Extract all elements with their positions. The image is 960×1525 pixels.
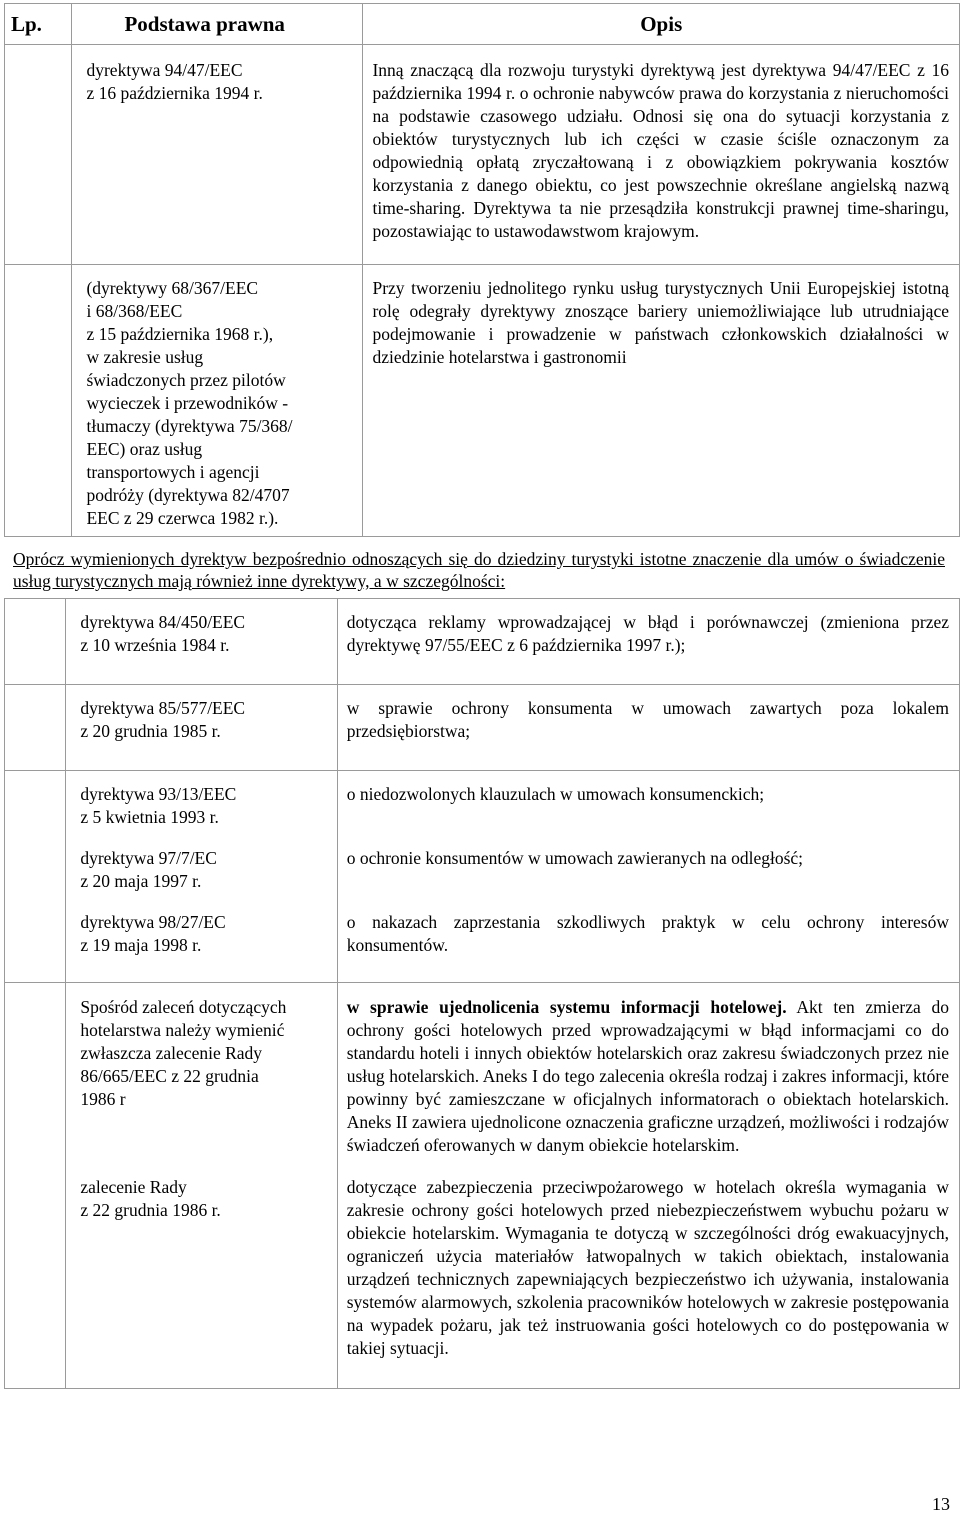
lp-cell xyxy=(5,599,66,685)
podstawa-line: dyrektywa 84/450/EEC xyxy=(80,612,246,632)
podstawa-line: z 16 października 1994 r. xyxy=(86,83,263,103)
podstawa-cell xyxy=(72,265,363,537)
opis-cell xyxy=(337,599,959,685)
opis-rest: Akt ten zmierza do ochrony gości hotelowych przed wprowadzającymi w błąd informacjami co do standardu hoteli i innych obiektów hotelarskich oraz zakresu świadczonych przez nie usług hotelarskich. Aneks I do tego zalecenia określa rodzaj i zakres informacji, które powinny być zamieszczane w oficjalnych informatorach o obiektach hotelarskich. Aneks II zawiera ujednolicone oznaczenia graficzne urządzeń, możliwości i rodzajów świadczeń oferowanych w danym obiekcie hotelarskim. xyxy=(346,997,949,1155)
podstawa-line: transportowych i agencji xyxy=(86,462,260,482)
podstawa-line: z 10 września 1984 r. xyxy=(80,635,230,655)
podstawa-block xyxy=(80,847,326,897)
page-number: 13 xyxy=(932,1494,950,1514)
podstawa-cell xyxy=(72,45,363,265)
podstawa-line: w zakresie usług xyxy=(86,347,204,367)
opis-text xyxy=(347,996,949,1168)
podstawa-line: z 15 października 1968 r.), xyxy=(86,324,274,344)
podstawa-line: z 20 grudnia 1985 r. xyxy=(80,721,221,741)
podstawa-line: EEC z 29 czerwca 1982 r.). xyxy=(86,508,279,528)
opis-text: w sprawie ochrony konsumenta w umowach zawartych poza lokalem przedsiębiorstwa; xyxy=(346,698,949,741)
opis-cell xyxy=(363,265,960,537)
podstawa-line: hotelarstwa należy wymienić xyxy=(80,1020,285,1040)
podstawa-line: dyrektywa 98/27/EC xyxy=(80,912,226,932)
podstawa-block xyxy=(80,911,326,957)
lp-cell xyxy=(5,265,72,537)
opis-cell xyxy=(363,45,960,265)
directives-table-1 xyxy=(4,3,960,537)
lp-cell xyxy=(5,45,72,265)
podstawa-line: z 19 maja 1998 r. xyxy=(80,935,202,955)
podstawa-block xyxy=(80,783,326,833)
podstawa-line: dyrektywa 93/13/EEC xyxy=(80,784,237,804)
podstawa-line: z 20 maja 1997 r. xyxy=(80,871,202,891)
header-lp: Lp. xyxy=(5,4,72,45)
podstawa-line: zwłaszcza zalecenie Rady xyxy=(80,1043,263,1063)
podstawa-block xyxy=(80,1176,326,1222)
directives-table-2 xyxy=(4,598,960,1389)
podstawa-line: wycieczek i przewodników - xyxy=(86,393,289,413)
table-row xyxy=(5,685,960,771)
podstawa-cell xyxy=(66,771,337,983)
opis-text: dotyczące zabezpieczenia przeciwpożarowego w hotelach określa wymagania w zakresie ochrony gości hotelowych przed niebezpieczeństwem wybuchu pożaru w obiekcie hotelarskim. Wymagania te dotyczą w szczególności dróg ewakuacyjnych, ograniczeń użycia materiałów łatwopalnych w takich obiektach, instalowania urządzeń technicznych zapewniających bezpieczeństwo ich używania, instalowania systemów alarmowych, szkolenia pracowników hotelowych w zakresie postępowania na wypadek pożaru, jak też instruowania gości hotelowych co do postępowania w takiej sytuacji. xyxy=(346,1177,949,1358)
podstawa-line: z 5 kwietnia 1993 r. xyxy=(80,807,219,827)
opis-text: o nakazach zaprzestania szkodliwych praktyk w celu ochrony interesów konsumentów. xyxy=(346,912,949,955)
podstawa-cell xyxy=(66,599,337,685)
opis-cell xyxy=(337,771,959,983)
podstawa-line: zalecenie Rady xyxy=(80,1177,187,1197)
table-row xyxy=(5,983,960,1389)
lp-cell xyxy=(5,771,66,983)
podstawa-line: (dyrektywy 68/367/EEC xyxy=(86,278,259,298)
opis-text: o ochronie konsumentów w umowach zawieranych na odległość; xyxy=(346,848,804,868)
opis-text: dotycząca reklamy wprowadzającej w błąd i porównawczej (zmieniona przez dyrektywę 97/55/EEC z 6 października 1997 r.); xyxy=(346,612,949,655)
table-row xyxy=(5,45,960,265)
lp-cell xyxy=(5,983,66,1389)
podstawa-line: Spośród zaleceń dotyczących xyxy=(80,997,287,1017)
podstawa-cell xyxy=(66,685,337,771)
podstawa-line: dyrektywa 97/7/EC xyxy=(80,848,217,868)
podstawa-line: z 22 grudnia 1986 r. xyxy=(80,1200,221,1220)
opis-cell xyxy=(337,983,959,1389)
podstawa-line: 86/665/EEC z 22 grudnia xyxy=(80,1066,259,1086)
opis-text: o niedozwolonych klauzulach w umowach konsumenckich; xyxy=(346,784,765,804)
podstawa-cell xyxy=(66,983,337,1389)
podstawa-line: 1986 r xyxy=(80,1089,126,1109)
intro-paragraph: Oprócz wymienionych dyrektyw bezpośrednio odnoszących się do dziedziny turystyki istotne znaczenie dla umów o świadczenie usług turystycznych mają również inne dyrektywy, a w szczególności: xyxy=(13,549,945,591)
opis-text: Przy tworzeniu jednolitego rynku usług turystycznych Unii Europejskiej istotną rolę odegrały dyrektywy znoszące bariery uniemożliwiające lub utrudniające podejmowanie i prowadzenie w państwach członkowskich działalności w dziedzinie hotelarstwa i gastronomii xyxy=(372,278,949,367)
table-row xyxy=(5,771,960,983)
podstawa-line: dyrektywa 94/47/EEC xyxy=(86,60,243,80)
podstawa-line: świadczonych przez pilotów xyxy=(86,370,286,390)
table-header-row xyxy=(5,4,960,45)
podstawa-block xyxy=(80,996,326,1168)
opis-text: Inną znaczącą dla rozwoju turystyki dyrektywą jest dyrektywa 94/47/EEC z 16 października 1994 r. o ochronie nabywców prawa do korzystania z nieruchomości na podstawie czasowego udziału. Odnosi się ona do sytuacji korzystania z obiektów turystycznych lub ich części w czasie ściśle oznaczonym za odpowiednią opłatą zryczałtowaną i z obowiązkiem pokrywania kosztów korzystania z danego obiektu, co jest powszechnie określane angielską nazwą time-sharing. Dyrektywa ta nie przesądziła konstrukcji prawnej time-sharingu, pozostawiając to ustawodawstwom krajowym. xyxy=(372,60,949,241)
podstawa-line: EEC) oraz usług xyxy=(86,439,203,459)
opis-bold-lead: w sprawie ujednolicenia systemu informacji hotelowej. xyxy=(346,997,787,1017)
opis-cell xyxy=(337,685,959,771)
podstawa-line: i 68/368/EEC xyxy=(86,301,183,321)
podstawa-line: tłumaczy (dyrektywa 75/368/ xyxy=(86,416,293,436)
table-row xyxy=(5,599,960,685)
lp-cell xyxy=(5,685,66,771)
header-opis: Opis xyxy=(363,4,960,45)
header-podstawa: Podstawa prawna xyxy=(72,4,363,45)
table-row xyxy=(5,265,960,537)
podstawa-line: dyrektywa 85/577/EEC xyxy=(80,698,246,718)
podstawa-line: podróży (dyrektywa 82/4707 xyxy=(86,485,290,505)
